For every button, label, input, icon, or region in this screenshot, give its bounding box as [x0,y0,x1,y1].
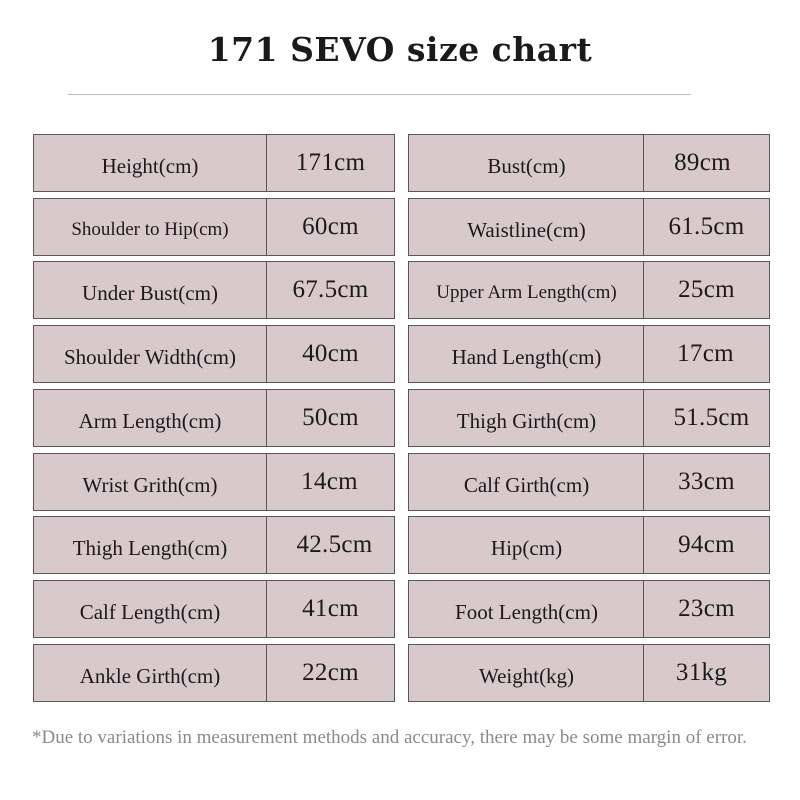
right-label-cell: Weight(kg) [408,644,645,702]
right-value-cell: 23cm [643,580,770,638]
left-label-cell: Arm Length(cm) [33,389,267,447]
right-label-cell: Calf Girth(cm) [408,453,645,511]
left-label-cell: Ankle Girth(cm) [33,644,267,702]
right-label-cell: Hip(cm) [408,516,645,574]
left-value-cell: 67.5cm [266,261,395,319]
left-value-cell: 42.5cm [266,516,395,574]
page-title: 171 SEVO size chart [207,30,593,69]
right-label-cell: Thigh Girth(cm) [408,389,645,447]
left-label-cell: Wrist Grith(cm) [33,453,267,511]
right-label-cell: Bust(cm) [408,134,645,192]
disclaimer-note: *Due to variations in measurement methods and accuracy, there may be some margin of error. [32,727,747,748]
left-value-cell: 41cm [266,580,395,638]
left-label-cell: Calf Length(cm) [33,580,267,638]
left-value-cell: 50cm [266,389,395,447]
left-value-cell: 60cm [266,198,395,256]
right-label-cell: Upper Arm Length(cm) [408,261,645,319]
left-label-cell: Thigh Length(cm) [33,516,267,574]
right-value-cell: 94cm [643,516,770,574]
left-value-cell: 171cm [266,134,395,192]
right-value-cell: 31kg [643,644,770,702]
left-value-cell: 22cm [266,644,395,702]
right-value-cell: 89cm [643,134,770,192]
right-value-cell: 25cm [643,261,770,319]
right-label-cell: Waistline(cm) [408,198,645,256]
right-label-cell: Hand Length(cm) [408,325,645,383]
right-label-cell: Foot Length(cm) [408,580,645,638]
right-value-cell: 33cm [643,453,770,511]
left-label-cell: Shoulder to Hip(cm) [33,198,267,256]
left-label-cell: Height(cm) [33,134,267,192]
left-value-cell: 14cm [266,453,395,511]
left-value-cell: 40cm [266,325,395,383]
right-value-cell: 61.5cm [643,198,770,256]
left-label-cell: Shoulder Width(cm) [33,325,267,383]
right-value-cell: 17cm [643,325,770,383]
right-value-cell: 51.5cm [643,389,770,447]
left-label-cell: Under Bust(cm) [33,261,267,319]
